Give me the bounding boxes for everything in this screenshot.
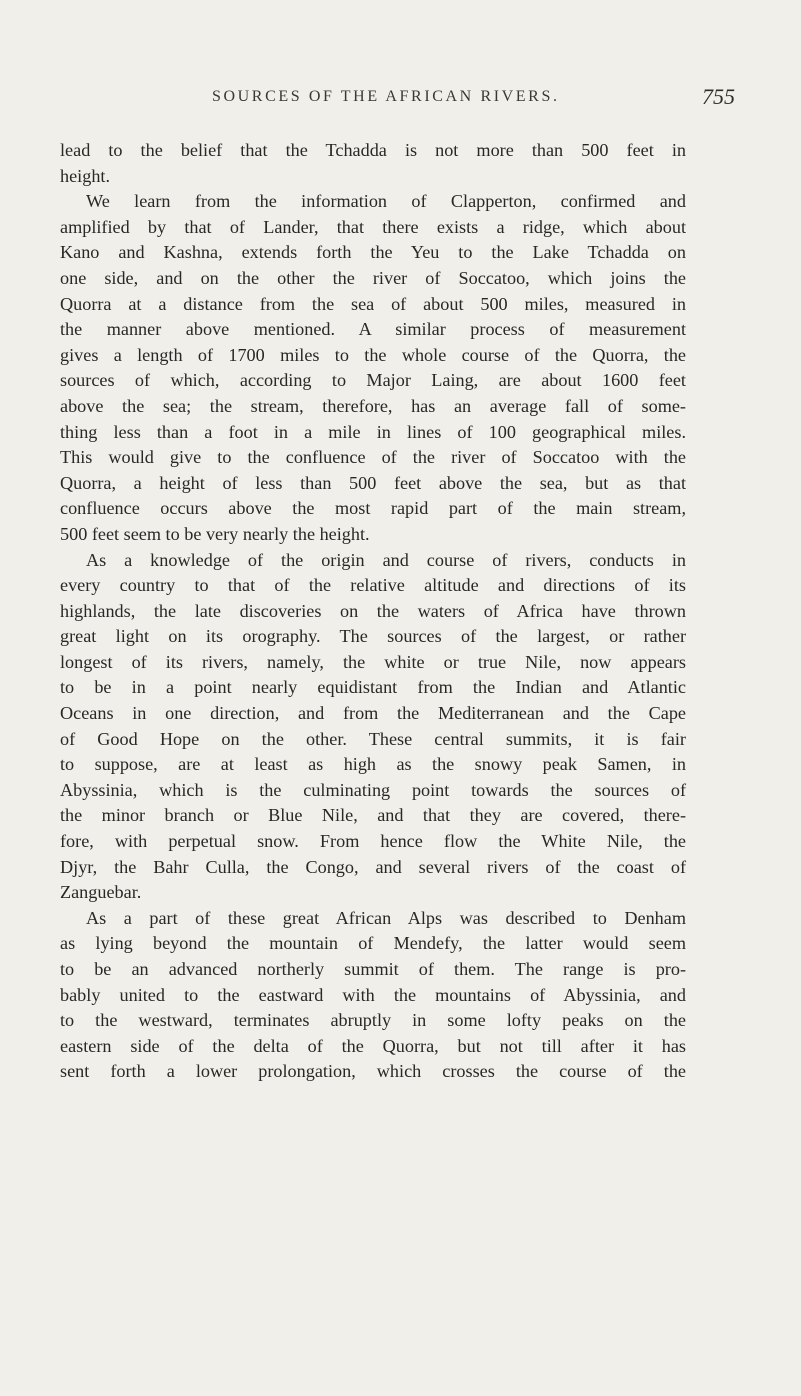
text-line: to suppose, are at least as high as the snowy peak Samen, in [60, 754, 686, 775]
text-line: as lying beyond the mountain of Mendefy, the latter would seem [60, 933, 686, 954]
text-line: Quorra at a distance from the sea of about 500 miles, measured in [60, 293, 686, 314]
text-line: highlands, the late discoveries on the waters of Africa have thrown [60, 600, 686, 621]
text-line: sources of which, according to Major Laing, are about 1600 feet [60, 370, 686, 391]
text-line: to the westward, terminates abruptly in some lofty peaks on the [60, 1010, 686, 1031]
text-line: 500 feet seem to be very nearly the height. [60, 523, 370, 544]
text-line: As a knowledge of the origin and course of rivers, conducts in [86, 549, 686, 570]
text-line: every country to that of the relative altitude and directions of its [60, 575, 686, 596]
text-line: height. [60, 165, 111, 186]
text-line: to be in a point nearly equidistant from the Indian and Atlantic [60, 677, 686, 698]
text-line: great light on its orography. The sources of the largest, or rather [60, 626, 686, 647]
text-line: sent forth a lower prolongation, which crosses the course of the [60, 1061, 686, 1082]
body-text [60, 138, 686, 1085]
text-line: thing less than a foot in a mile in lines of 100 geographical miles. [60, 421, 686, 442]
text-line: eastern side of the delta of the Quorra, but not till after it has [60, 1035, 686, 1056]
text-line: the manner above mentioned. A similar process of measurement [60, 319, 686, 340]
page-number: 755 [702, 84, 735, 109]
text-line: confluence occurs above the most rapid part of the main stream, [60, 498, 686, 519]
text-line: above the sea; the stream, therefore, has an average fall of some- [60, 395, 686, 416]
text-line: the minor branch or Blue Nile, and that they are covered, there- [60, 805, 686, 826]
text-line: longest of its rivers, namely, the white or true Nile, now appears [60, 651, 686, 672]
text-line: lead to the belief that the Tchadda is not more than 500 feet in [60, 140, 686, 160]
text-line: Quorra, a height of less than 500 feet above the sea, but as that [60, 472, 686, 493]
text-line: Kano and Kashna, extends forth the Yeu to the Lake Tchadda on [60, 242, 686, 263]
running-head [0, 84, 801, 114]
text-line: Oceans in one direction, and from the Mediterranean and the Cape [60, 703, 686, 724]
text-line: Djyr, the Bahr Culla, the Congo, and several rivers of the coast of [60, 856, 686, 877]
text-line: We learn from the information of Clapperton, confirmed and [86, 191, 686, 212]
text-line: of Good Hope on the other. These central summits, it is fair [60, 728, 686, 749]
text-line: Zanguebar. [60, 882, 142, 903]
text-line: Abyssinia, which is the culminating point towards the sources of [60, 779, 686, 800]
text-line: bably united to the eastward with the mountains of Abyssinia, and [60, 984, 686, 1005]
text-line: gives a length of 1700 miles to the whole course of the Quorra, the [60, 344, 686, 365]
text-line: This would give to the confluence of the river of Soccatoo with the [60, 447, 686, 468]
text-line: amplified by that of Lander, that there exists a ridge, which about [60, 216, 686, 237]
running-title: SOURCES OF THE AFRICAN RIVERS. [212, 88, 560, 105]
text-line: As a part of these great African Alps was described to Denham [86, 907, 686, 928]
text-line: fore, with perpetual snow. From hence flow the White Nile, the [60, 831, 686, 852]
text-line: to be an advanced northerly summit of them. The range is pro- [60, 959, 686, 979]
text-line: one side, and on the other the river of Soccatoo, which joins the [60, 267, 686, 288]
